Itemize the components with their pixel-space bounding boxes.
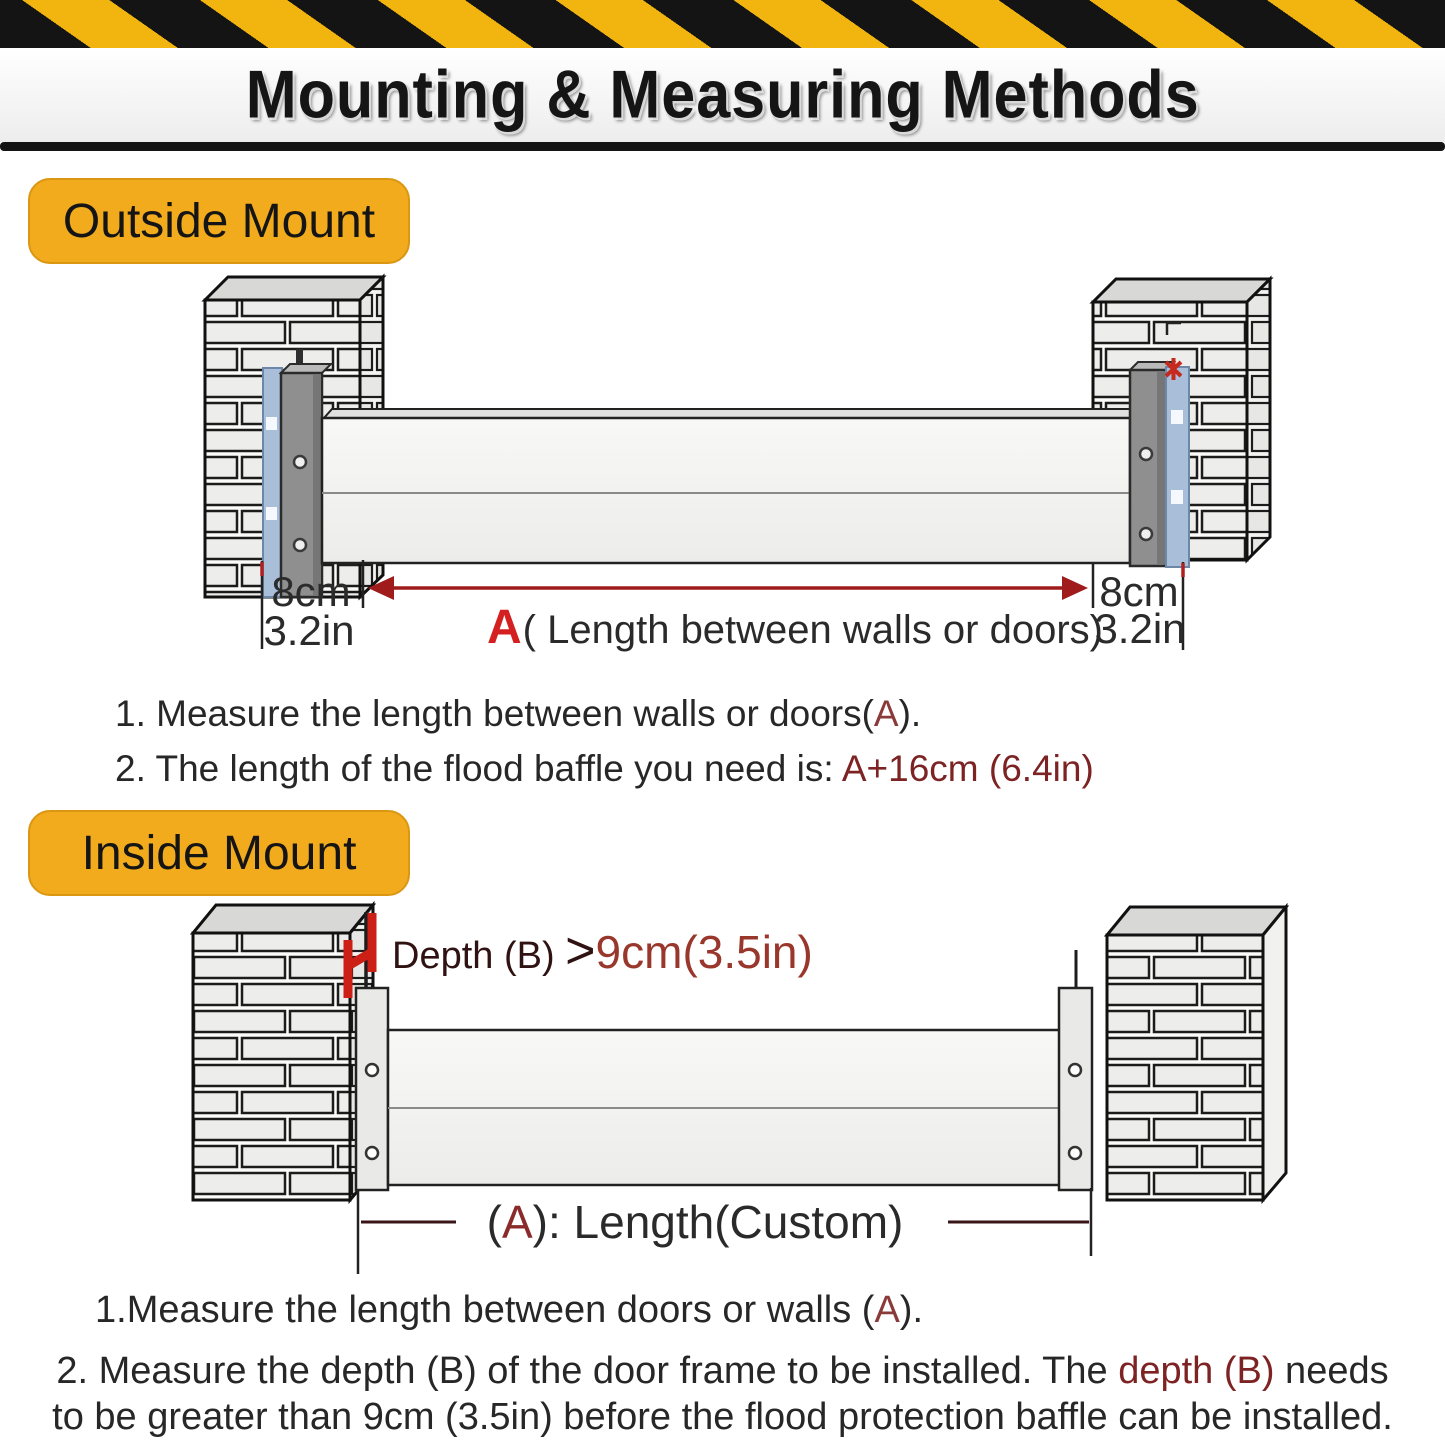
outside-instructions (115, 693, 1094, 803)
depth-label: Depth (B) >9cm(3.5in) (392, 922, 813, 980)
inside-instruction-1 (0, 1289, 1445, 1332)
right-gap-cm-label: 8cm (1099, 568, 1179, 615)
arrow-head-right (1062, 576, 1088, 600)
right-mounting-bracket (1130, 362, 1189, 567)
accent-formula: A+16cm (6.4in) (841, 748, 1094, 789)
span-length-label: A( Length between walls or doors) (487, 601, 1103, 654)
hazard-stripe-banner (0, 0, 1445, 48)
instruction-text: ). (898, 693, 922, 734)
outside-instruction-2 (115, 748, 1094, 790)
right-brick-pillar (1107, 907, 1286, 1200)
inside-instructions (0, 1289, 1445, 1441)
header-divider (0, 142, 1445, 151)
instruction-text: 2. The length of the flood baffle you need is: (115, 748, 842, 789)
inside-mount-diagram (0, 900, 1445, 1290)
accent-a: A (873, 693, 899, 734)
right-mounting-plate (1059, 950, 1092, 1190)
instruction-text: to be greater than 9cm (3.5in) before the flood protection baffle can be installed. (52, 1396, 1393, 1439)
right-gap-in-label: 3.2in (1094, 605, 1186, 652)
accent-depth: depth (B) (1118, 1350, 1275, 1392)
length-measurement (358, 1188, 1091, 1274)
outside-mount-diagram (0, 265, 1445, 665)
inside-mount-badge: Inside Mount (28, 810, 410, 896)
instruction-text: 1.Measure the length between doors or walls ( (95, 1289, 875, 1331)
page-title: Mounting & Measuring Methods (245, 57, 1200, 133)
custom-length-label: (A): Length(Custom) (486, 1196, 904, 1248)
inside-instruction-2 (0, 1348, 1445, 1441)
left-gap-in-label: 3.2in (263, 607, 355, 654)
flood-barrier-panels (322, 409, 1138, 563)
instruction-text: ). (899, 1289, 924, 1331)
outside-instruction-1 (115, 693, 1094, 735)
width-measurements (262, 560, 1186, 654)
title-band (0, 48, 1445, 142)
instruction-text: needs (1274, 1350, 1389, 1392)
accent-a: A (874, 1289, 900, 1331)
instruction-text: 2. Measure the depth (B) of the door frame to be installed. The (56, 1350, 1119, 1392)
left-gap-cm-label: 8cm (271, 568, 351, 615)
instruction-text: 1. Measure the length between walls or doors( (115, 693, 874, 734)
outside-mount-badge: Outside Mount (28, 178, 410, 264)
flood-barrier-panels (388, 1030, 1060, 1185)
